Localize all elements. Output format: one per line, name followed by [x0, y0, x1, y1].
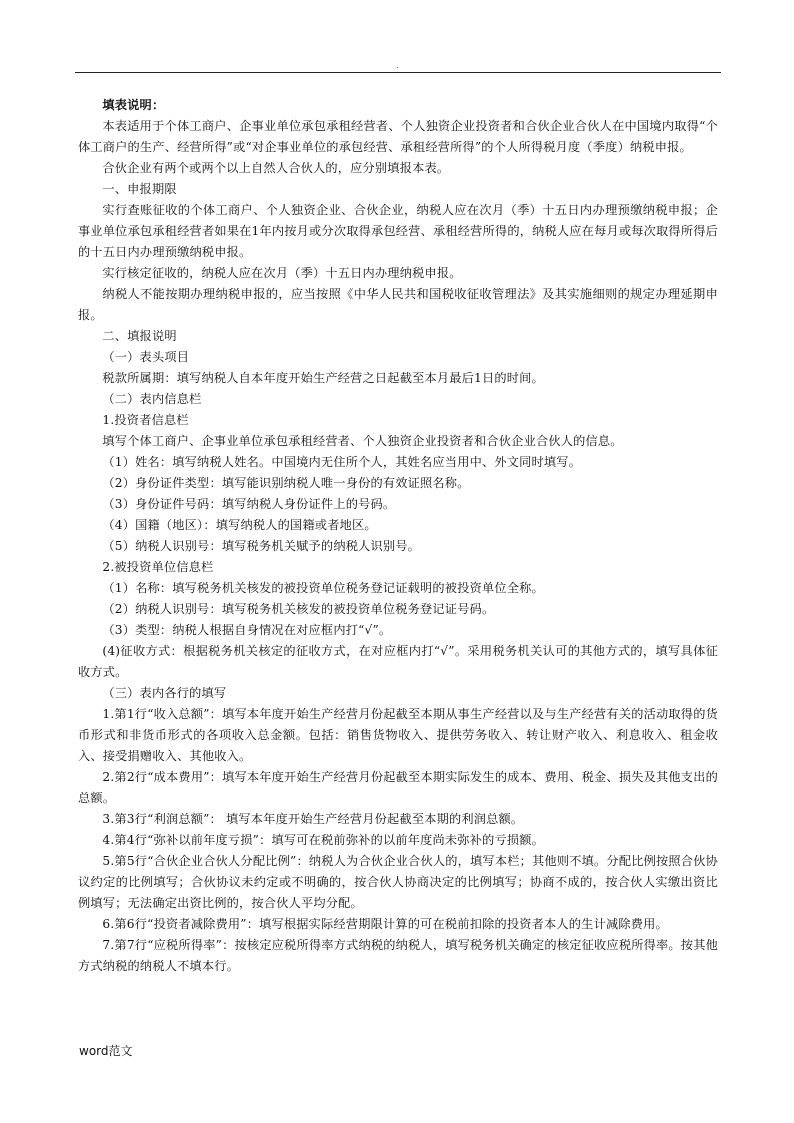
paragraph-scope: 本表适用于个体工商户、企事业单位承包承租经营者、个人独资企业投资者和合伙企业合伙人在中国境内取得“个体工商户的生产、经营所得”或“对企事业单位的承包经营、承租经营所得”的个人所得税月度（季度）纳税申报。	[78, 119, 718, 154]
paragraph-tax-period: 税款所属期：填写纳税人自本年度开始生产经营之日起截至本月最后1日的时间。	[102, 371, 544, 385]
row-item-loss-offset: 4.第4行“弥补以前年度亏损”：填写可在税前弥补的以前年度尚未弥补的亏损额。	[102, 833, 545, 847]
list-item-id-type: （2）身份证件类型：填写能识别纳税人唯一身份的有效证照名称。	[102, 476, 470, 490]
row-item-total-income: 1.第1行“收入总额”：填写本年度开始生产经营月份起截至本期从事生产经营以及与生产经营有关的活动取得的货币形式和非货币形式的各项收入总金额。包括：销售货物收入、提供劳务收入、转让财产收入、利息收入、租金收入、接受捐赠收入、其他收入。	[78, 707, 718, 763]
subsection-heading-row-filling: （三）表内各行的填写	[102, 686, 227, 700]
header-rule	[75, 72, 721, 73]
list-item-investee-taxpayer-id: （2）纳税人识别号：填写税务机关核发的被投资单位税务登记证号码。	[102, 602, 495, 616]
paragraph-extension: 纳税人不能按期办理纳税申报的，应当按照《中华人民共和国税收征收管理法》及其实施细则的规定办理延期申报。	[78, 287, 718, 322]
list-item-id-number: （3）身份证件号码：填写纳税人身份证件上的号码。	[102, 497, 396, 511]
paragraph-partnership: 合伙企业有两个或两个以上自然人合伙人的，应分别填报本表。	[102, 161, 450, 175]
footer-label: word范文	[79, 1044, 133, 1058]
list-item-name: （1）姓名：填写纳税人姓名。中国境内无住所个人，其姓名应当用中、外文同时填写。	[102, 455, 582, 469]
paragraph-assessed-collection: 实行核定征收的，纳税人应在次月（季）十五日内办理纳税申报。	[102, 266, 462, 280]
item-heading-investee-info: 2.被投资单位信息栏	[102, 560, 214, 574]
subsection-heading-header-items: （一）表头项目	[102, 350, 190, 364]
paragraph-audit-collection: 实行查账征收的个体工商户、个人独资企业、合伙企业，纳税人应在次月（季）十五日内办理预缴纳税申报；企事业单位承包承租经营者如果在1年内按月或分次取得承包经营、承租经营所得的，纳税人应在每月或每次取得所得后的十五日内办理预缴纳税申报。	[78, 203, 718, 259]
section-heading-instructions: 二、填报说明	[102, 329, 177, 343]
section-heading-deadline: 一、申报期限	[102, 182, 177, 196]
list-item-investee-type: （3）类型：纳税人根据自身情况在对应框内打“√”。	[102, 623, 392, 637]
paragraph-investor-info: 填写个体工商户、企事业单位承包承租经营者、个人独资企业投资者和合伙企业合伙人的信息。	[102, 434, 623, 448]
list-item-investee-name: （1）名称：填写税务机关核发的被投资单位税务登记证载明的被投资单位全称。	[102, 581, 544, 595]
row-item-total-profit: 3.第3行“利润总额”： 填写本年度开始生产经营月份起截至本期的利润总额。	[102, 812, 524, 826]
row-item-partner-ratio: 5.第5行“合伙企业合伙人分配比例”：纳税人为合伙企业合伙人的，填写本栏；其他则不填。分配比例按照合伙协议约定的比例填写；合伙协议未约定或不明确的，按合伙人协商决定的比例填写；协商不成的，按合伙人实缴出资比例填写；无法确定出资比例的，按合伙人平均分配。	[78, 854, 718, 910]
list-item-collection-method: (4)征收方式：根据税务机关核定的征收方式，在对应框内打“√”。采用税务机关认可的其他方式的，填写具体征收方式。	[78, 644, 718, 679]
row-item-taxable-rate: 7.第7行“应税所得率”：按核定应税所得率方式纳税的纳税人，填写税务机关确定的核定征收应税所得率。按其他方式纳税的纳税人不填本行。	[78, 938, 718, 973]
row-item-costs: 2.第2行“成本费用”：填写本年度开始生产经营月份起截至本期实际发生的成本、费用、税金、损失及其他支出的总额。	[78, 770, 718, 805]
list-item-taxpayer-id: （5）纳税人识别号：填写税务机关赋予的纳税人识别号。	[102, 539, 421, 553]
document-title: 填表说明：	[102, 98, 165, 112]
document-body	[78, 95, 718, 977]
item-heading-investor-info: 1.投资者信息栏	[102, 413, 189, 427]
row-item-deduction: 6.第6行“投资者减除费用”：填写根据实际经营期限计算的可在税前扣除的投资者本人的生计减除费用。	[102, 917, 668, 931]
subsection-heading-info-columns: （二）表内信息栏	[102, 392, 202, 406]
header-dot: .	[396, 61, 399, 70]
list-item-nationality: （4）国籍（地区）：填写纳税人的国籍或者地区。	[102, 518, 377, 532]
